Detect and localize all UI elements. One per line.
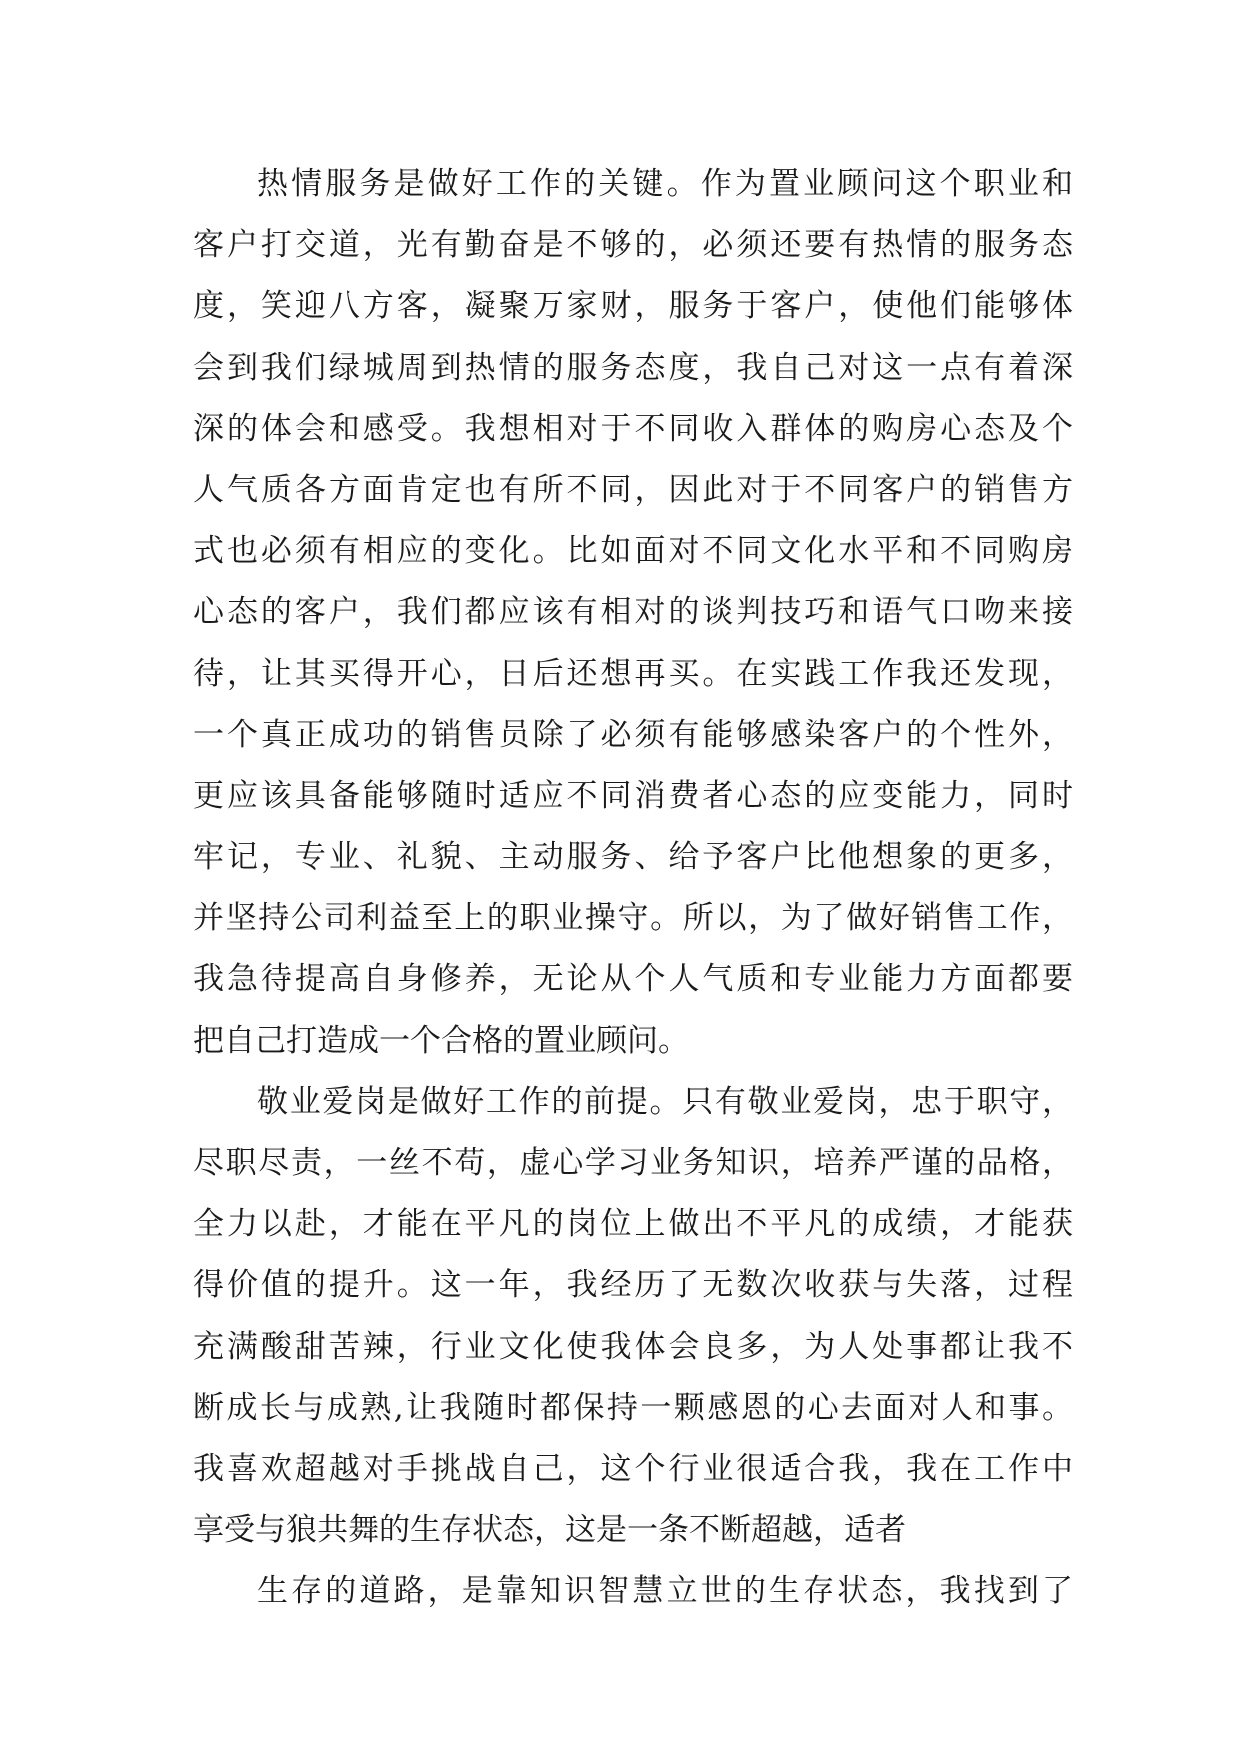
text-line: 尽职尽责，一丝不苟，虚心学习业务知识，培养严谨的品格，: [193, 1145, 1073, 1181]
text-line: 全力以赴，才能在平凡的岗位上做出不平凡的成绩，才能获: [193, 1206, 1073, 1243]
text-line: 得价值的提升。这一年，我经历了无数次收获与失落，过程: [193, 1267, 1073, 1304]
text-line: 并坚持公司利益至上的职业操守。所以，为了做好销售工作，: [193, 900, 1073, 937]
body-text: [193, 154, 1073, 1623]
text-line: 度，笑迎八方客，凝聚万家财，服务于客户，使他们能够体: [193, 288, 1073, 325]
text-line: 享受与狼共舞的生存状态，这是一条不断超越，适者: [193, 1512, 906, 1549]
text-line: 式也必须有相应的变化。比如面对不同文化水平和不同购房: [193, 533, 1073, 570]
text-line: 敬业爱岗是做好工作的前提。只有敬业爱岗，忠于职守，: [257, 1083, 1073, 1120]
text-line: 充满酸甜苦辣，行业文化使我体会良多，为人处事都让我不: [193, 1328, 1073, 1365]
text-line: 心态的客户，我们都应该有相对的谈判技巧和语气口吻来接: [193, 594, 1073, 631]
text-line: 待，让其买得开心，日后还想再买。在实践工作我还发现，: [193, 655, 1073, 692]
text-line: 我喜欢超越对手挑战自己，这个行业很适合我，我在工作中: [193, 1450, 1073, 1487]
text-line: 热情服务是做好工作的关键。作为置业顾问这个职业和: [257, 166, 1073, 202]
text-line: 我急待提高自身修养，无论从个人气质和专业能力方面都要: [193, 961, 1073, 998]
text-line: 把自己打造成一个合格的置业顾问。: [193, 1022, 689, 1059]
text-line: 人气质各方面肯定也有所不同，因此对于不同客户的销售方: [193, 471, 1073, 508]
text-line: 生存的道路，是靠知识智慧立世的生存状态，我找到了: [257, 1573, 1073, 1610]
text-line: 客户打交道，光有勤奋是不够的，必须还要有热情的服务态: [193, 227, 1073, 264]
text-line: 断成长与成熟,让我随时都保持一颗感恩的心去面对人和事。: [193, 1389, 1073, 1426]
text-line: 更应该具备能够随时适应不同消费者心态的应变能力，同时: [193, 777, 1073, 814]
text-line: 深的体会和感受。我想相对于不同收入群体的购房心态及个: [193, 410, 1073, 447]
text-line: 一个真正成功的销售员除了必须有能够感染客户的个性外，: [193, 716, 1073, 753]
text-line: 会到我们绿城周到热情的服务态度，我自己对这一点有着深: [193, 349, 1073, 386]
text-line: 牢记，专业、礼貌、主动服务、给予客户比他想象的更多，: [193, 839, 1073, 876]
